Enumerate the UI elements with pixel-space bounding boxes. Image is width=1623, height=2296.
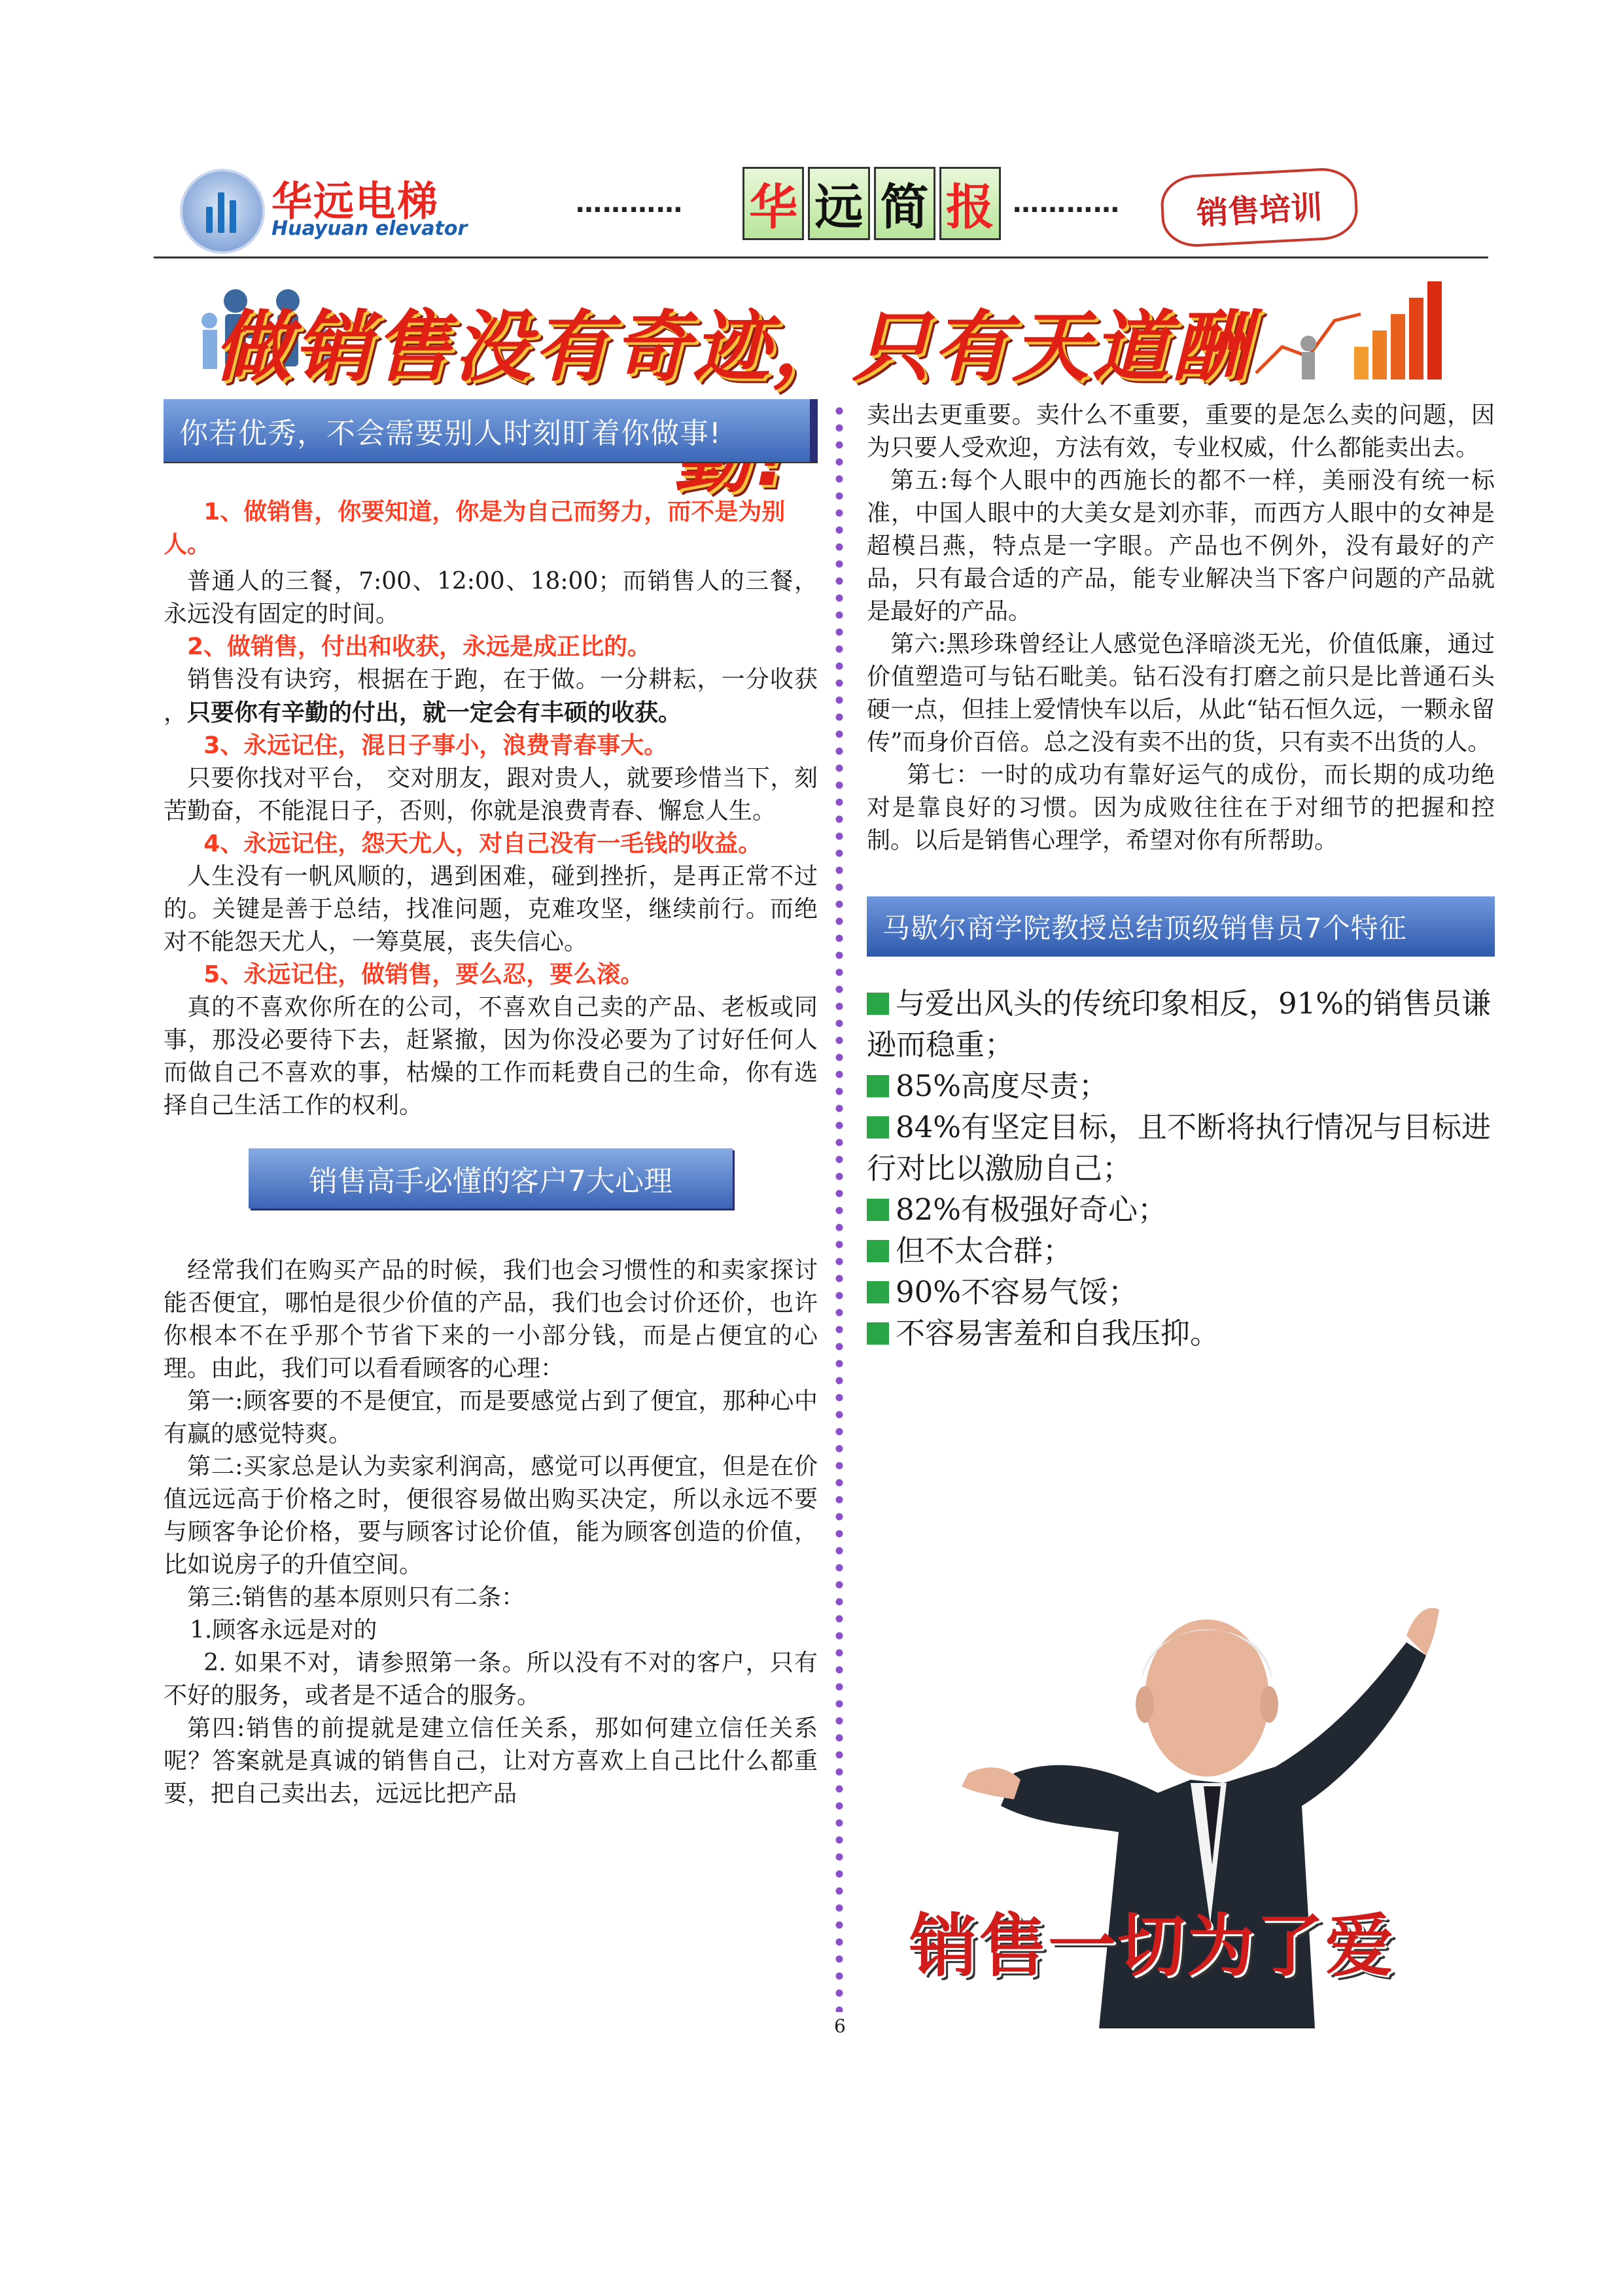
psychology-point: 第三:销售的基本原则只有二条：	[187, 1584, 525, 1611]
point-heading: 1、做销售，你要知道，你是为自己而努力，而不是为别人。	[164, 499, 786, 558]
trait-text: 82%有极强好奇心；	[896, 1192, 1168, 1227]
green-square-bullet-icon	[867, 1199, 889, 1221]
trait-text: 但不太合群；	[896, 1233, 1073, 1268]
list-item	[867, 1065, 1495, 1106]
masthead-char: 报	[939, 167, 1001, 240]
point-body: 只要你找对平台， 交对朋友，跟对贵人，就要珍惜当下，刻苦勤奋，不能混日子，否则，你就是浪费青春、懈怠人生。	[164, 765, 818, 824]
trait-text: 不容易害羞和自我压抑。	[896, 1316, 1220, 1351]
customer-psychology-section	[164, 1148, 818, 1810]
header-rule	[154, 256, 1488, 258]
point-heading: 4、永远记住，怨天尤人，对自己没有一毛钱的收益。	[203, 830, 762, 857]
company-logo-emblem	[180, 169, 265, 254]
psychology-subpoint: 2. 如果不对，请参照第一条。所以没有不对的客户，只有不好的服务，或者是不适合的服务。	[164, 1650, 818, 1709]
trait-text: 90%不容易气馁；	[896, 1275, 1138, 1309]
section-heading-customer-psychology: 销售高手必懂的客户7大心理	[249, 1148, 733, 1209]
list-item	[867, 1271, 1495, 1313]
section-heading-traits: 马歇尔商学院教授总结顶级销售员7个特征	[867, 896, 1495, 957]
logo-english-name: Huayuan elevator	[271, 217, 468, 240]
masthead-char: 华	[742, 167, 804, 240]
green-square-bullet-icon	[867, 1281, 889, 1303]
psychology-subpoint: 1.顾客永远是对的	[190, 1617, 377, 1644]
point-heading: 2、做销售，付出和收获，永远是成正比的。	[187, 633, 652, 660]
trait-text: 84%有坚定目标，且不断将执行情况与目标进行对比以激励自己；	[867, 1110, 1492, 1186]
list-item	[867, 1106, 1495, 1189]
list-item	[867, 1189, 1495, 1230]
point-body: 普通人的三餐，7:00、12:00、18:00；而销售人的三餐，永远没有固定的时间。	[164, 568, 818, 627]
point-body-emphasis: 只要你有辛勤的付出，就一定会有丰硕的收获。	[187, 699, 682, 726]
trait-text: 与爱出风头的传统印象相反，91%的销售员谦逊而稳重；	[867, 986, 1492, 1062]
psychology-point: 第四:销售的前提就是建立信任关系，那如何建立信任关系呢？答案就是真诚的销售自己，让对方喜欢上自己比什么都重要，把自己卖出去，远远比把产品	[164, 1715, 818, 1807]
psychology-point: 第一:顾客要的不是便宜，而是要感觉占到了便宜，那种心中有赢的感觉特爽。	[164, 1388, 818, 1447]
point-heading: 3、永远记住，混日子事小，浪费青春事大。	[203, 732, 668, 759]
list-item	[867, 983, 1495, 1065]
point-heading: 5、永远记住，做销售，要么忍，要么滚。	[203, 961, 644, 988]
green-square-bullet-icon	[867, 1240, 889, 1262]
logo-bar	[218, 192, 224, 233]
psychology-point: 第六:黑珍珠曾经让人感觉色泽暗淡无光，价值低廉，通过价值塑造可与钻石毗美。钻石没有打磨之前只是比普通石头硬一点，但挂上爱情快车以后，从此“钻石恒久远，一颗永留传”而身价百倍。总之没有卖不出的货，只有卖不出货的人。	[867, 631, 1495, 756]
growth-chart-icon	[1256, 281, 1442, 380]
logo-chinese-name: 华远电梯	[271, 177, 440, 225]
masthead-char: 简	[874, 167, 935, 240]
green-square-bullet-icon	[867, 1075, 889, 1097]
green-square-bullet-icon	[867, 1322, 889, 1345]
point-body: 人生没有一帆风顺的，遇到困难，碰到挫折，是再正常不过的。关键是善于总结，找准问题，克难攻坚，继续前行。而绝对不能怨天尤人，一筹莫展，丧失信心。	[164, 863, 818, 955]
section-heading-excellence: 你若优秀，不会需要别人时刻盯着你做事!	[164, 399, 818, 462]
page-number: 6	[834, 2015, 846, 2037]
left-column	[164, 399, 818, 1810]
list-item	[867, 1313, 1495, 1354]
psychology-point: 第二:买家总是认为卖家利润高，感觉可以再便宜，但是在价值远远高于价格之时，便很容易做出购买决定，所以永远不要与顾客争论价格，要与顾客讨论价值，能为顾客创造的价值，比如说房子的升值空间。	[164, 1453, 818, 1578]
masthead-char: 远	[808, 167, 869, 240]
banner-title: 做销售没有奇迹，只有天道酬	[213, 302, 1251, 392]
psychology-intro: 经常我们在购买产品的时候，我们也会习惯性的和卖家探讨能否便宜，哪怕是很少价值的产品，我们也会讨价还价，也许你根本不在乎那个节省下来的一小部分钱，而是占便宜的心理。由此，我们可以看看顾客的心理：	[164, 1257, 818, 1382]
psychology-continued: 卖出去更重要。卖什么不重要，重要的是怎么卖的问题，因为只要人受欢迎，方法有效，专业权威，什么都能卖出去。	[867, 402, 1495, 461]
psychology-point: 第五:每个人眼中的西施长的都不一样，美丽没有统一标准，中国人眼中的大美女是刘亦菲，而西方人眼中的女神是超模吕燕，特点是一字眼。产品也不例外，没有最好的产品，只有最合适的产品，能专业解决当下客户问题的产品就是最好的产品。	[867, 467, 1495, 625]
green-square-bullet-icon	[867, 1116, 889, 1139]
right-column	[867, 399, 1495, 1354]
psychology-point: 第七：一时的成功有靠好运气的成份，而长期的成功绝对是靠良好的习惯。因为成败往往在于对细节的把握和控制。以后是销售心理学，希望对你有所帮助。	[867, 762, 1495, 854]
traits-list	[867, 983, 1495, 1354]
trait-text: 85%高度尽责；	[896, 1069, 1109, 1103]
dotted-leader-left: …………	[576, 188, 683, 219]
column-divider	[834, 402, 845, 2012]
slogan-banner: 销售一切为了爱	[909, 1906, 1395, 1986]
point-body	[164, 663, 818, 730]
point-body-text: 销售没有诀窍，根据在于跑，在于做。一分耕耘，一分收获 ，	[164, 666, 818, 726]
point-body: 真的不喜欢你所在的公司，不喜欢自己卖的产品、老板或同事，那没必要待下去，赶紧撤，因为你没必要为了讨好任何人而做自己不喜欢的事，枯燥的工作而耗费自己的生命，你有选择自己生活工作的权利。	[164, 994, 818, 1119]
section-tag: 销售培训	[1159, 166, 1359, 249]
green-square-bullet-icon	[867, 993, 889, 1015]
logo-bar	[230, 200, 236, 233]
masthead-title	[742, 167, 1001, 240]
list-item	[867, 1230, 1495, 1271]
logo-bar	[206, 207, 213, 233]
dotted-leader-right: …………	[1013, 188, 1120, 219]
